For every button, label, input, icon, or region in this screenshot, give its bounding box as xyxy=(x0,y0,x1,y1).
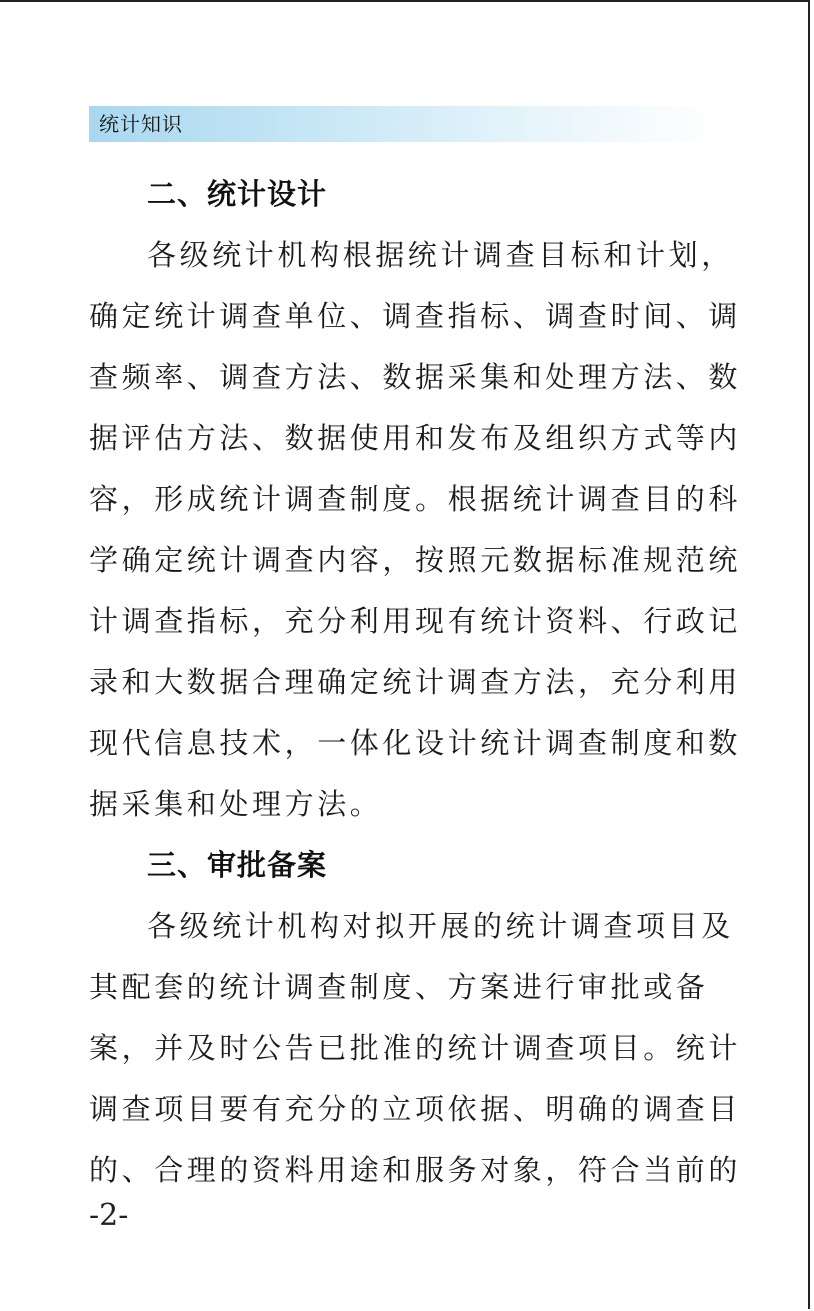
paragraph-line: 调查项目要有充分的立项依据、明确的调查目 xyxy=(89,1092,742,1126)
page-number: -2- xyxy=(89,1198,129,1233)
paragraph-line: 学确定统计调查内容，按照元数据标准规范统 xyxy=(89,543,742,577)
section-heading-statistical-design: 二、统计设计 xyxy=(147,177,328,211)
paragraph-line: 查频率、调查方法、数据采集和处理方法、数 xyxy=(89,360,742,394)
section-heading-approval-filing: 三、审批备案 xyxy=(147,848,328,882)
paragraph-line: 案，并及时公告已批准的统计调查项目。统计 xyxy=(89,1031,742,1065)
paragraph-line: 的、合理的资料用途和服务对象，符合当前的 xyxy=(89,1153,742,1187)
paragraph-line: 其配套的统计调查制度、方案进行审批或备 xyxy=(89,970,709,1004)
section-banner xyxy=(89,106,719,142)
paragraph-line: 现代信息技术，一体化设计统计调查制度和数 xyxy=(89,726,742,760)
paragraph-line: 据评估方法、数据使用和发布及组织方式等内 xyxy=(89,421,742,455)
paragraph-line: 各级统计机构根据统计调查目标和计划， xyxy=(147,238,734,272)
paragraph-line: 据采集和处理方法。 xyxy=(89,787,383,821)
paragraph-line: 计调查指标，充分利用现有统计资料、行政记 xyxy=(89,604,742,638)
paragraph-line: 确定统计调查单位、调查指标、调查时间、调 xyxy=(89,299,742,333)
section-banner-label: 统计知识 xyxy=(99,112,183,136)
paragraph-line: 各级统计机构对拟开展的统计调查项目及 xyxy=(147,909,734,943)
paragraph-line: 录和大数据合理确定统计调查方法，充分利用 xyxy=(89,665,742,699)
page-content xyxy=(89,164,742,1201)
paragraph-line: 容，形成统计调查制度。根据统计调查目的科 xyxy=(89,482,742,516)
